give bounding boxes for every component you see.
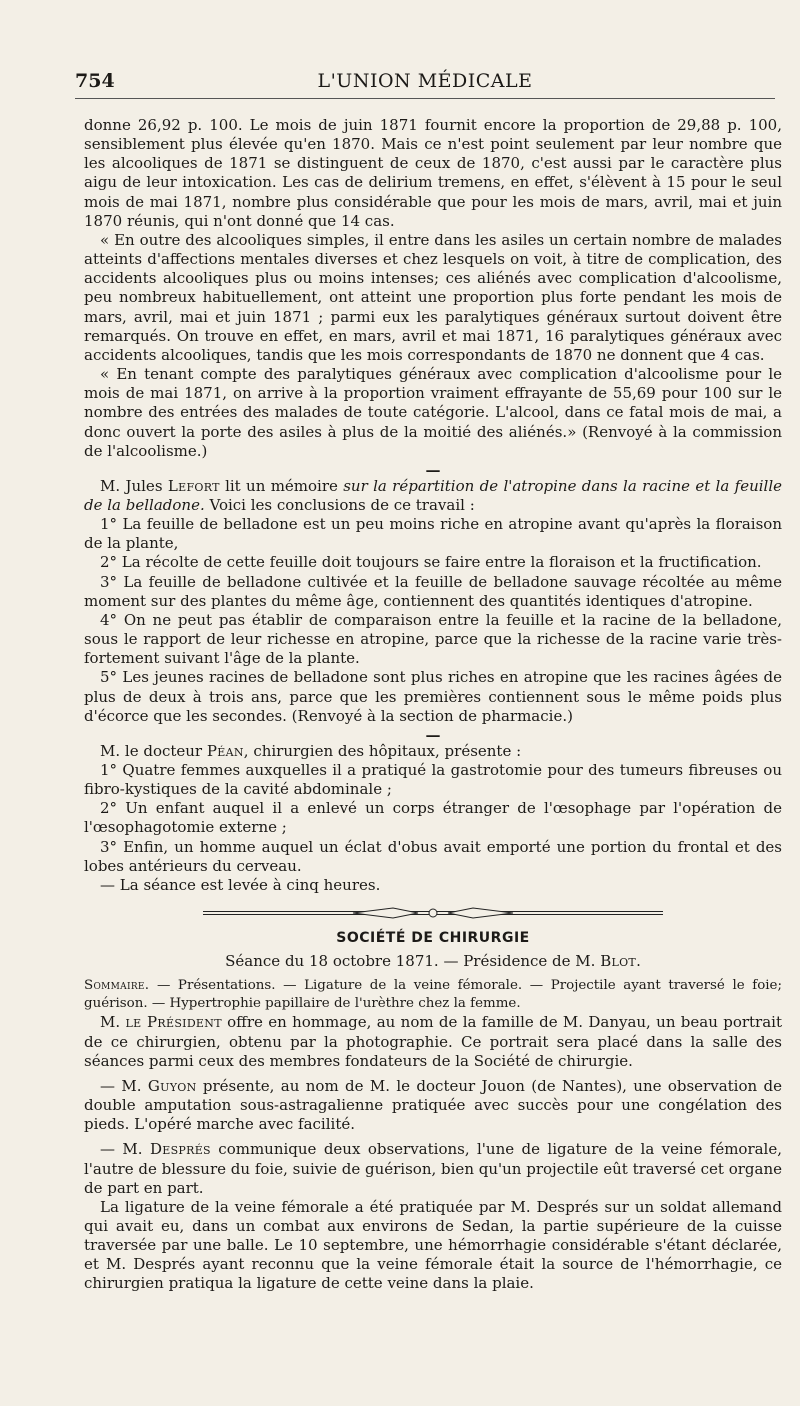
page-number: 754 [75, 70, 115, 92]
session-president: Blot [600, 952, 637, 971]
despres-rest: communique deux observations, l'une de ligature de la veine fémorale, l'autre de blessure du foie, suivie de guérison, bien qu'un projectile eût traversé cet organe de part en part. [84, 1140, 783, 1197]
guyon-name: Guyon [147, 1076, 197, 1095]
conclusion-item: 1° La feuille de belladone est un peu moins riche en atropine avant qu'après la floraison de la plante, [84, 515, 782, 553]
president-prefix: M. [100, 1013, 126, 1032]
summary-text: — Présentations. — Ligature de la veine fémorale. — Projectile ayant traversé le foie; guérison. — Hypertrophie papillaire de l'urèthre chez la femme. [84, 978, 782, 1012]
paragraph-alcoholics-1871: donne 26,92 p. 100. Le mois de juin 1871 fournit encore la proportion de 29,88 p. 100, sensiblement plus élevée qu'en 1870. Mais ce n'est point seulement par leur nombre que les alcooliques de 1871 se distinguent de ceux de 1870, c'est aussi par le caractère plus aigu de leur intoxication. Les cas de delirium tremens, en effet, s'élèvent à 15 pour le seul mois de mai 1871, nombre plus considérable que pour les mois de mars, avril, mai et juin 1870 réunis, qui n'ont donné que 14 cas. [84, 116, 782, 230]
session-suffix: . [636, 952, 641, 971]
lefort-name: Lefort [167, 476, 220, 495]
guyon-prefix: — M. [100, 1076, 148, 1095]
paragraph-complications: « En outre des alcooliques simples, il entre dans les asiles un certain nombre de malades atteints d'affections mentales diverses et chez lesquels on voit, à titre de complication, des accidents alcooliques plus ou moins intenses; ces aliénés avec complication d'alcoolisme, peu nombreux habituellement, ont atteint une proportion plus forte pendant les mois de mars, avril, mai et juin 1871 ; parmi eux les paralytiques généraux surtout doivent être remarqués. On trouve en effet, en mars, avril et mai 1871, 16 paralytiques généraux avec accidents alcooliques, tandis que les mois correspondants de 1870 ne donnent que 4 cas. [84, 230, 782, 364]
separator-dash: — [425, 460, 441, 479]
paragraph-ligature: La ligature de la veine fémorale a été pratiquée par M. Després sur un soldat allemand qui avait eu, dans un combat aux environs de Sedan, la partie supérieure de la cuisse traversée par une balle. Le 10 septembre, une hémorrhagie considérable s'étant déclarée, et M. Després ayant reconnu que la veine fémorale était la source de l'hémorrhagie, ce chirurgien pratiqua la ligature de cette veine dans la plaie. [84, 1197, 782, 1293]
journal-title: L'UNION MÉDICALE [317, 70, 533, 92]
section-title: SOCIÉTÉ DE CHIRURGIE [336, 930, 530, 947]
paragraph-pean [84, 742, 782, 761]
pean-rest: , chirurgien des hôpitaux, présente : [243, 741, 522, 760]
conclusion-item: 4° On ne peut pas établir de comparaison entre la feuille et la racine de la belladone, sous le rapport de leur richesse en atropine, parce que la richesse de la racine varie très-fortement suivant l'âge de la plante. [84, 610, 782, 668]
paragraph-lefort [84, 477, 782, 515]
conclusion-item: 2° La récolte de cette feuille doit toujours se faire entre la floraison et la fructification. [100, 553, 762, 572]
president-rest: offre en hommage, au nom de la famille de M. Danyau, un beau portrait de ce chirurgien, obtenu par la photographie. Ce portrait sera placé dans la salle des séances parmi ceux des membres fondateurs de la Société de chirurgie. [84, 1013, 782, 1070]
paragraph-guyon [84, 1077, 782, 1134]
despres-name: Després [149, 1140, 211, 1159]
lefort-memoir-title: sur la répartition de l'atropine dans la racine et la feuille de la belladone. [84, 476, 782, 514]
summary-label: Sommaire. [84, 978, 150, 994]
despres-prefix: — M. [100, 1140, 150, 1159]
guyon-rest: présente, au nom de M. le docteur Jouon (de Nantes), une observation de double amputation sous-astragalienne pratiquée avec succès pour une congélation des pieds. L'opéré marche avec facilité. [84, 1076, 783, 1134]
summary [84, 977, 782, 1013]
lefort-rest: Voici les conclusions de ce travail : [204, 495, 475, 514]
paragraph-proportion: « En tenant compte des paralytiques généraux avec complication d'alcoolisme pour le mois de mai 1871, on arrive à la proportion vraiment effrayante de 55,69 pour 100 sur le nombre des entrées des malades de toute catégorie. L'alcool, dans ce fatal mois de mai, a donc ouvert la porte des asiles à plus de la moitié des aliénés.» (Renvoyé à la commission de l'alcoolisme.) [84, 365, 782, 460]
closing-line: — La séance est levée à cinq heures. [100, 875, 381, 894]
separator-dash: — [425, 725, 441, 744]
session-line [84, 952, 782, 971]
pean-name: Péan [206, 741, 244, 760]
paragraph-despres [84, 1140, 782, 1197]
conclusion-item: 3° La feuille de belladone cultivée et la feuille de belladone sauvage récoltée au même moment sur des plantes du même âge, contiennent des quantités identiques d'atropine. [84, 572, 782, 610]
pean-item: 1° Quatre femmes auxquelles il a pratiqué la gastrotomie pour des tumeurs fibreuses ou fibro-kystiques de la cavité abdominale ; [84, 761, 782, 799]
president-name: le Président [125, 1013, 222, 1032]
ornament-divider [84, 906, 782, 920]
session-prefix: Séance du 18 octobre 1871. — Présidence de M. [225, 952, 601, 971]
ornament-rule-icon [203, 906, 663, 920]
lefort-prefix: M. Jules [100, 476, 168, 495]
pean-item: 3° Enfin, un homme auquel un éclat d'obus avait emporté une portion du frontal et des lobes antérieurs du cerveau. [84, 837, 782, 875]
pean-item: 2° Un enfant auquel il a enlevé un corps étranger de l'œsophage par l'opération de l'œsophagotomie externe ; [84, 799, 782, 837]
article-body [84, 116, 782, 1294]
lefort-verb: lit un mémoire [219, 476, 344, 495]
conclusion-item: 5° Les jeunes racines de belladone sont plus riches en atropine que les racines âgées de plus de deux à trois ans, parce que les premières contiennent sous le même poids plus d'écorce que les secondes. (Renvoyé à la section de pharmacie.) [84, 668, 782, 725]
pean-prefix: M. le docteur [100, 741, 207, 760]
paragraph-president [84, 1013, 782, 1070]
page-header [75, 68, 775, 99]
